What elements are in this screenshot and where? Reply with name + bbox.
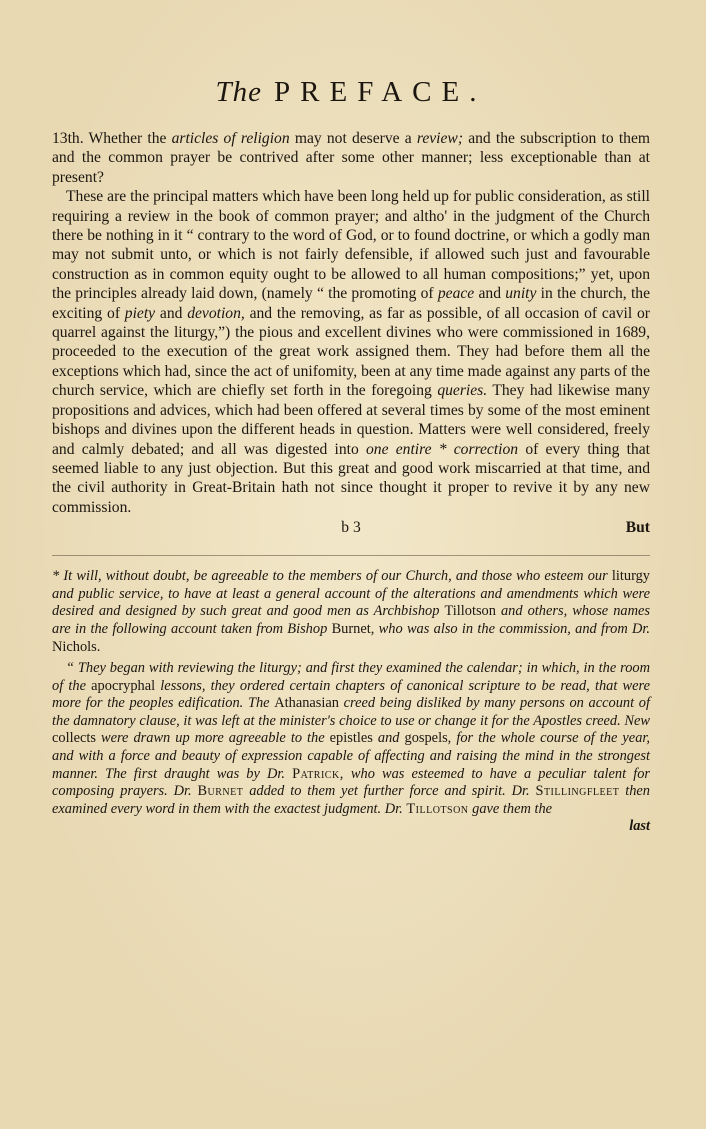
signature-line <box>52 519 650 541</box>
text-run: unity <box>505 285 537 303</box>
text-run: and <box>474 285 506 303</box>
text-run: for the whole course of the year, and with a force and beauty of expression capable of affecting and raising the mind in the strongest manner. The first draught was by Dr. <box>52 730 650 782</box>
text-run: gave them the <box>468 800 553 817</box>
text-run: Patrick, <box>292 765 344 782</box>
footnote-divider <box>52 555 650 556</box>
text-run: and others, whose names are in the following account taken from Bishop <box>52 603 650 637</box>
text-run: Athanasian <box>274 695 339 712</box>
text-run: and <box>155 304 188 322</box>
text-run: who was also in the commission, and from Dr. <box>374 620 651 637</box>
footnote-catchword: last <box>629 818 650 835</box>
text-run: and <box>372 730 405 747</box>
text-run: gospels, <box>404 730 452 747</box>
text-run: lessons, they ordered certain chapters of canonical scripture to be read, that were more for the peoples edification. The <box>52 677 650 712</box>
text-run: and the removing, as far as possible, of all occasion of cavil or quarrel against the liturgy,”) the pious and excellent divines who were commissioned in 1689, proceeded to the execution of the great work assigned them. They had before them all the exceptions which had, since the act of unifomity, been at any time made against any parts of the church service, which are chiefly set forth in the foregoing <box>52 304 650 400</box>
signature-mark: b 3 <box>341 519 361 537</box>
header-title: PREFACE. <box>274 76 487 108</box>
text-run: added to them yet further force and spirit. Dr. <box>243 783 536 800</box>
text-run: and the subscription to them and the common prayer be contrived after some other manner; less exceptionable than at present? <box>52 130 651 186</box>
text-run: Burnet, <box>331 620 375 637</box>
text-run: in the church, the exciting of <box>52 285 650 322</box>
text-run: liturgy <box>611 568 650 585</box>
text-run: then examined every word in them with the exactest judgment. Dr. <box>52 783 650 817</box>
text-run: were drawn up more agreeable to the <box>95 730 330 747</box>
text-run: They had likewise many propositions and advices, which had been offered at several times by some of the most eminent bishops and divines upon the different heads in question. Matters were well considered, freely and calmly debated; and all was digested into <box>52 382 650 458</box>
text-run: of every thing that seemed liable to any just objection. But this great and good work miscarried at that time, and the civil authority in Great-Britain hath not since thought it proper to revive it by any new commission. <box>52 440 650 516</box>
text-run: “ They began with reviewing the liturgy; and first they examined the calendar; in which, in the room of the <box>52 660 650 694</box>
text-run: piety <box>124 304 156 322</box>
catchword: But <box>625 519 650 537</box>
text-run: Burnet <box>197 783 244 800</box>
footnote-paragraph-account <box>52 660 650 818</box>
text-run: peace <box>437 285 475 303</box>
paragraph-review-history <box>52 187 650 517</box>
text-run: * It will, without doubt, be agreeable to the members of our Church, and those who esteem our <box>52 568 612 585</box>
footnote-paragraph-intro <box>52 568 650 656</box>
text-run: who was esteemed to have a peculiar talent for composing prayers. Dr. <box>52 765 650 800</box>
text-run: creed being disliked by many persons on account of the damnatory clause, it was left at the minister's choice to use or change it for the Apostles creed. New <box>52 695 650 729</box>
text-run: 13th. Whether the <box>52 130 172 147</box>
text-run: one entire * correction <box>366 440 519 458</box>
text-run: and public service, to have at least a general account of the alterations and amendments which were desired and designed by such great and good men as Archbishop <box>52 585 650 620</box>
header-the: The <box>215 76 263 108</box>
running-header <box>52 78 650 107</box>
text-run: collects <box>52 730 96 747</box>
paragraph-article-13 <box>52 129 650 187</box>
text-run: may not deserve a <box>289 130 417 147</box>
text-run: review; <box>416 130 464 147</box>
text-run: articles of religion <box>171 130 290 147</box>
text-run: Stillingfleet <box>535 783 620 800</box>
footnote <box>52 568 650 836</box>
text-run: These are the principal matters which have been long held up for public consideration, as still requiring a review in the book of common prayer; and altho' in the judgment of the Church there be nothing in it “ contrary to the word of God, or to found doctrine, or which a godly man may not submit unto, or which is not fairly defensible, if allowed such just and favourable construction as in common equity ought to be allowed to all human compositions;” yet, upon the principles already laid down, (namely “ the promoting of <box>52 188 650 303</box>
text-run: Nichols. <box>52 638 101 655</box>
text-run: apocryphal <box>91 677 156 694</box>
text-run: Tillotson <box>444 603 496 620</box>
text-run: Tillotson <box>406 800 469 817</box>
text-run: queries. <box>437 382 488 400</box>
text-run: epistles <box>329 730 373 747</box>
main-text <box>52 129 650 517</box>
text-run: devotion, <box>187 304 245 322</box>
